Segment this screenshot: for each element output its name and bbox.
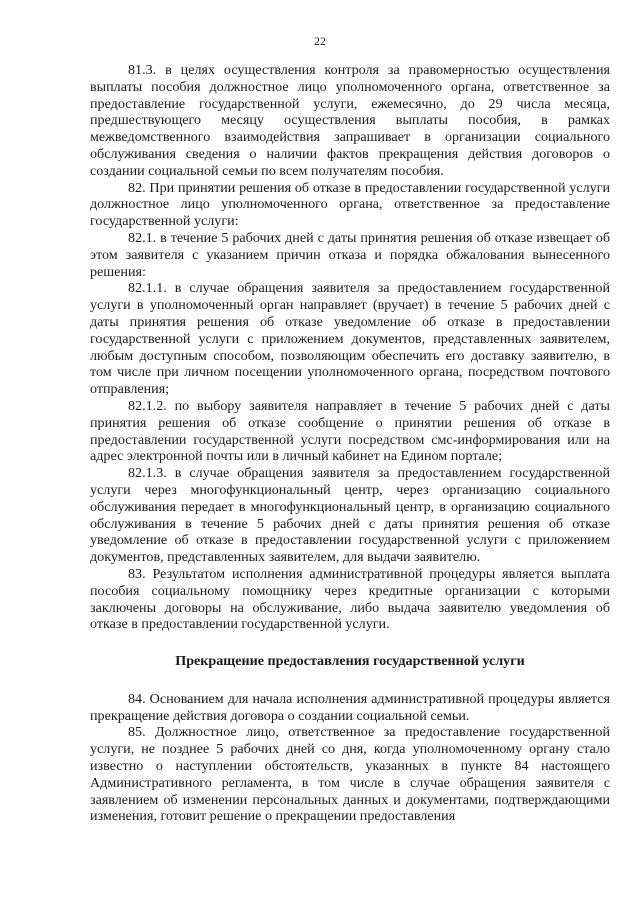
paragraph-82-1: 82.1. в течение 5 рабочих дней с даты принятия решения об отказе извещает об этом заявителя с указанием причин отказа и порядка обжалования вынесенного решения: [90, 229, 610, 280]
paragraph-82-1-3: 82.1.3. в случае обращения заявителя за предоставлением государственной услуги через многофункциональный центр, через организацию социального обслуживания передает в многофункциональный центр, в организацию социального обслуживания в течение 5 рабочих дней с даты принятия решения об отказе уведомление об отказе в предоставлении государственной услуги с приложением документов, представленных заявителем, для выдачи заявителю. [90, 465, 610, 566]
paragraph-82-1-1: 82.1.1. в случае обращения заявителя за предоставлением государственной услуги в уполномоченный орган направляет (вручает) в течение 5 рабочих дней с даты принятия решения об отказе уведомление об отказе в предоставлении государственной услуги с приложением документов, представленных заявителем, любым доступным способом, позволяющим обеспечить его доставку заявителю, в том числе при личном посещении уполномоченного органа, посредством почтового отправления; [90, 280, 610, 398]
page-number: 22 [314, 34, 326, 48]
document-body [90, 62, 610, 825]
paragraph-81-3: 81.3. в целях осуществления контроля за правомерностью осуществления выплаты пособия должностное лицо уполномоченного органа, ответственное за предоставление государственной услуги, ежемесячно, до 29 числа месяца, предшествующего месяцу осуществления выплаты пособия, в рамках межведомственного взаимодействия запрашивает в организации социального обслуживания сведения о наличии фактов прекращения действия договоров о создании социальной семьи по всем получателям пособия. [90, 62, 610, 179]
paragraph-85: 85. Должностное лицо, ответственное за предоставление государственной услуги, не позднее 5 рабочих дней со дня, когда уполномоченному органу стало известно о наступлении обстоятельств, указанных в пункте 84 настоящего Административного регламента, в том числе в случае обращения заявителя с заявлением об изменении персональных данных и документами, подтверждающими изменения, готовит решение о прекращении предоставления [90, 724, 610, 825]
paragraph-82-1-2: 82.1.2. по выбору заявителя направляет в течение 5 рабочих дней с даты принятия решения об отказе сообщение о принятии решения об отказе в предоставлении государственной услуги посредством смс-информирования или на адрес электронной почты или в личный кабинет на Едином портале; [90, 397, 610, 465]
section-heading: Прекращение предоставления государственной услуги [175, 653, 525, 670]
paragraph-84: 84. Основанием для начала исполнения административной процедуры является прекращение действия договора о создании социальной семьи. [90, 690, 610, 724]
paragraph-83: 83. Результатом исполнения административной процедуры является выплата пособия социальному помощнику через кредитные организации с которыми заключены договоры на обслуживание, либо выдача заявителю уведомления об отказе в предоставлении государственной услуги. [90, 565, 610, 633]
paragraph-82: 82. При принятии решения об отказе в предоставлении государственной услуги должностное лицо уполномоченного органа, ответственное за предоставление государственной услуги: [90, 179, 610, 230]
